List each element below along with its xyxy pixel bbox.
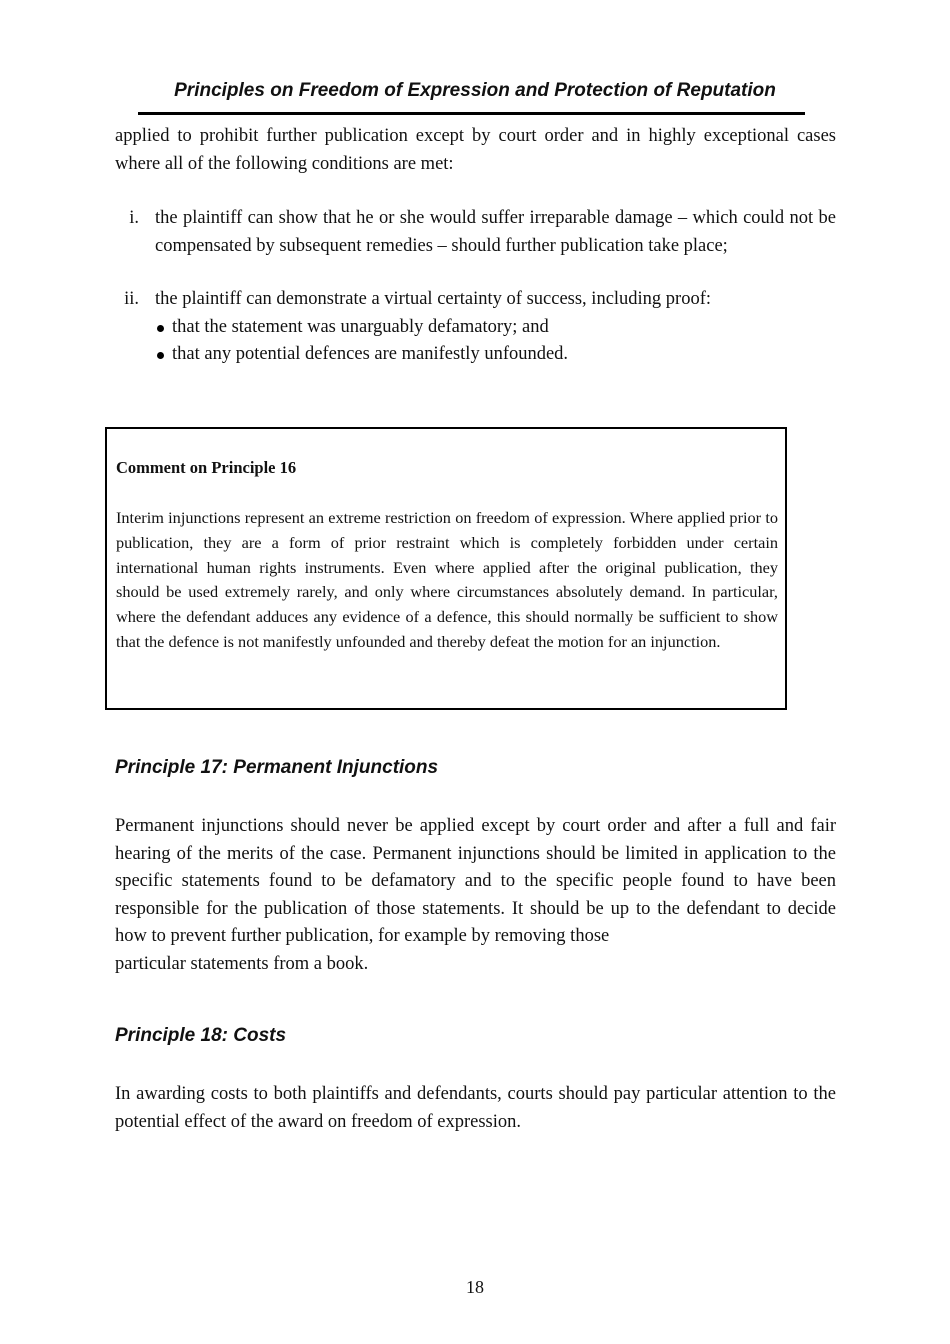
principle-17-heading: Principle 17: Permanent Injunctions: [115, 757, 439, 778]
header-rule: [138, 112, 805, 115]
intro-paragraph: applied to prohibit further publication except by court order and in highly exceptional cases where all of the following conditions are met:: [115, 126, 836, 174]
condition-text: the plaintiff can demonstrate a virtual certainty of success, including proof:: [155, 289, 712, 309]
principle-17-paragraph: [115, 813, 836, 978]
page-number: 18: [466, 1277, 484, 1297]
principle-18-heading: Principle 18: Costs: [115, 1025, 287, 1046]
proof-bullet-list: [155, 314, 836, 369]
bullet-item: that any potential defences are manifestly unfounded.: [155, 341, 836, 369]
condition-marker: ii.: [124, 289, 139, 309]
bullet-item: that the statement was unarguably defamatory; and: [155, 314, 836, 342]
condition-body: [155, 286, 836, 369]
running-header-title: Principles on Freedom of Expression and Protection of Reputation: [174, 80, 776, 101]
comment-title: Comment on Principle 16: [116, 458, 297, 477]
principle-17-text-tail: particular statements from a book.: [115, 953, 369, 974]
condition-text: the plaintiff can show that he or she would suffer irreparable damage – which could not be compensated by subsequent remedies – should further publication take place;: [155, 208, 836, 256]
condition-marker: i.: [129, 208, 139, 228]
comment-body: Interim injunctions represent an extreme restriction on freedom of expression. Where applied prior to publication, they are a form of prior restraint which is completely forbidden under certain international human rights instruments. Even where applied after the original publication, they should be used extremely rarely, and only where circumstances absolutely demand. In particular, where the defendant adduces any evidence of a defence, this should normally be sufficient to show that the defence is not manifestly unfounded and thereby defeat the motion for an injunction.: [116, 508, 778, 651]
principle-18-paragraph: In awarding costs to both plaintiffs and defendants, courts should pay particular attention to the potential effect of the award on freedom of expression.: [115, 1084, 836, 1132]
comment-box: [105, 427, 787, 710]
principle-17-text: Permanent injunctions should never be applied except by court order and after a full and fair hearing of the merits of the case. Permanent injunctions should be limited in application to the specific statements found to be defamatory and to the specific people found to have been responsible for the publication of those statements. It should be up to the defendant to decide how to prevent further publication, for example by removing those: [115, 816, 836, 946]
